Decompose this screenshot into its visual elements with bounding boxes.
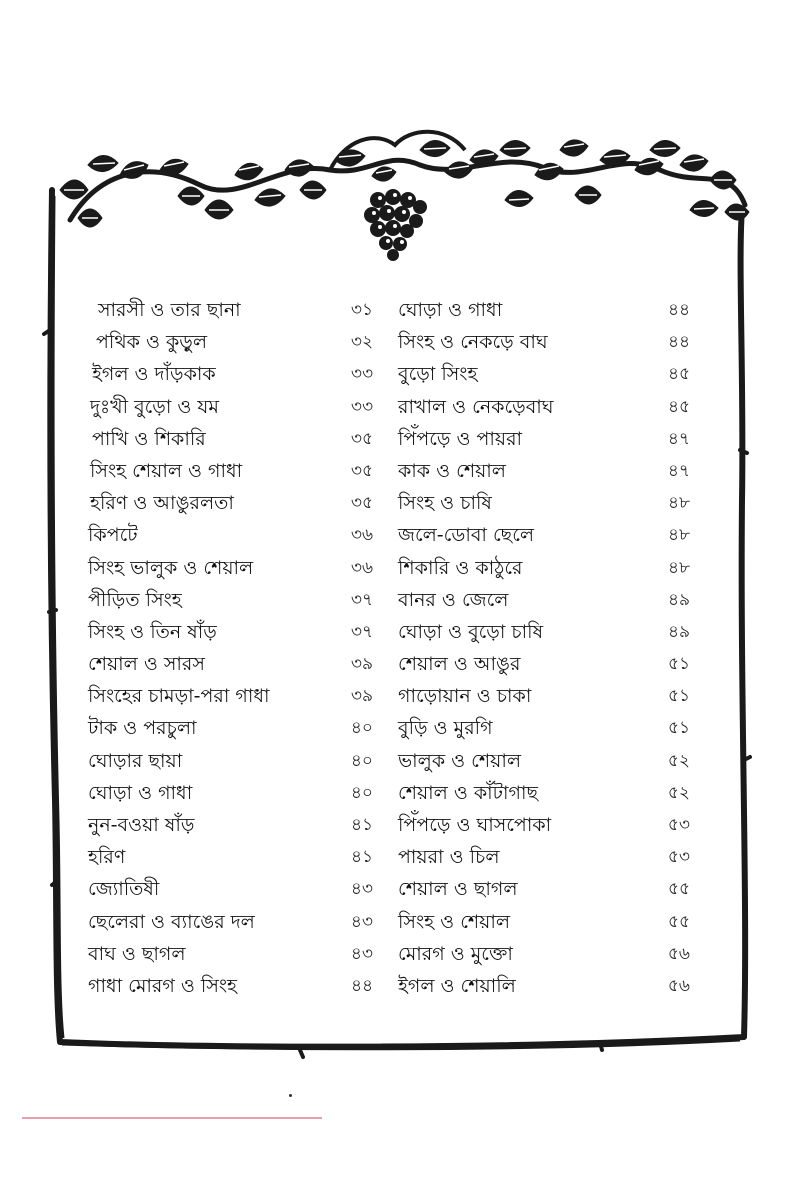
toc-row: [398, 391, 690, 423]
toc-row: [398, 745, 690, 777]
toc-title: বুড়ো সিংহ: [398, 363, 478, 386]
toc-page-number: ৫৩: [667, 815, 690, 835]
toc-row: [88, 648, 373, 680]
toc-title: সিংহ ও তিন ষাঁড়: [88, 620, 217, 643]
toc-title: হরিণ: [88, 846, 126, 869]
toc-page-number: ৩৭: [350, 589, 373, 610]
toc-title: সিংহ ও শেয়াল: [398, 910, 511, 933]
toc-row: [398, 423, 690, 455]
toc-page-number: ৩৫: [350, 493, 373, 514]
toc-row: [398, 584, 690, 616]
toc-page-number: ৫১: [667, 718, 690, 739]
toc-row: [398, 519, 690, 551]
toc-page-number: ৪০: [350, 718, 373, 739]
toc-title: পায়রা ও চিল: [398, 846, 500, 869]
toc-row: [398, 552, 690, 584]
toc-title: ঘোড়া ও গাধা: [398, 299, 503, 321]
print-speck: [289, 1094, 292, 1097]
toc-page-number: ৩৬: [350, 525, 373, 546]
toc-row: [398, 455, 690, 487]
toc-row: [88, 294, 373, 326]
toc-page-number: ৩৯: [350, 686, 373, 707]
toc-page-number: ৪৮: [667, 525, 690, 546]
toc-title: পথিক ও কুড়ুল: [96, 331, 208, 354]
toc-row: [88, 841, 373, 873]
toc-page-number: ৪৪: [667, 300, 690, 320]
toc-title: বানর ও জেলে: [398, 588, 509, 611]
toc-row: [398, 648, 690, 680]
toc-row: [398, 680, 690, 712]
toc-title: ছেলেরা ও ব্যাঙের দল: [88, 910, 255, 933]
toc-row: [398, 326, 690, 358]
toc-page-number: ৪০: [350, 750, 373, 771]
toc-row: [88, 873, 373, 905]
toc-title: দুঃখী বুড়ো ও যম: [90, 395, 219, 418]
toc-page-number: ৫১: [667, 654, 690, 675]
toc-page-number: ৪৫: [667, 396, 690, 417]
toc-title: ঘোড়ার ছায়া: [88, 749, 183, 772]
toc-page-number: ৪৩: [350, 943, 373, 964]
toc-row: [88, 680, 373, 712]
toc-page-number: ৫৩: [667, 847, 690, 868]
toc-page-number: ৪৪: [667, 332, 690, 353]
toc-row: [398, 358, 690, 390]
toc-title: রাখাল ও নেকড়েবাঘ: [398, 395, 554, 418]
toc-title: ইগল ও দাঁড়কাক: [92, 363, 216, 386]
toc-row: [88, 616, 373, 648]
toc-page-number: ৩৫: [350, 460, 373, 481]
toc-row: [398, 616, 690, 648]
toc-page-number: ৩৬: [350, 557, 373, 578]
toc-page-number: ৪৭: [667, 428, 690, 449]
toc-row: [398, 841, 690, 873]
toc-row: [398, 906, 690, 938]
toc-row: [88, 519, 373, 551]
toc-title: শেয়াল ও ছাগল: [398, 878, 518, 901]
toc-title: বাঘ ও ছাগল: [88, 942, 186, 965]
toc-row: [88, 712, 373, 744]
toc-page-number: ৪৮: [667, 493, 690, 514]
toc-title: পিঁপড়ে ও পায়রা: [398, 427, 523, 450]
toc-row: [88, 584, 373, 616]
toc-title: সারসী ও তার ছানা: [98, 299, 241, 321]
toc-title: কিপটে: [88, 524, 138, 547]
toc-title: নুন-বওয়া ষাঁড়: [88, 814, 195, 836]
toc-title: গাধা মোরগ ও সিংহ: [88, 974, 238, 997]
toc-row: [398, 873, 690, 905]
toc-row: [88, 745, 373, 777]
toc-row: [88, 487, 373, 519]
toc-title: ঘোড়া ও গাধা: [88, 781, 193, 804]
toc-title: শেয়াল ও কাঁটাগাছ: [398, 781, 539, 804]
toc-title: শিকারি ও কাঠুরে: [398, 556, 523, 579]
toc-page-number: ৫১: [667, 686, 690, 707]
toc-page-number: ৪৫: [667, 364, 690, 385]
toc-title: জ্যোতিষী: [88, 878, 160, 901]
toc-title: ভালুক ও শেয়াল: [398, 749, 521, 772]
toc-title: পাখি ও শিকারি: [92, 427, 206, 450]
toc-page-number: ৫৫: [667, 911, 690, 932]
toc-row: [398, 777, 690, 809]
toc-row: [398, 712, 690, 744]
toc-page-number: ৩৩: [350, 396, 373, 417]
toc-page-number: ৪৭: [667, 460, 690, 481]
bottom-rule-line: [22, 1117, 322, 1119]
toc-title: জলে-ডোবা ছেলে: [398, 524, 534, 547]
toc-title: পীড়িত সিংহ: [88, 588, 182, 611]
toc-page-number: ৫২: [667, 750, 690, 771]
toc-page-number: ৪১: [350, 815, 373, 835]
toc-title: গাড়োয়ান ও চাকা: [398, 685, 532, 708]
toc-page-number: ৪১: [350, 847, 373, 868]
toc-page-number: ৫৬: [667, 975, 690, 996]
toc-column-right: [398, 294, 690, 1002]
toc-title: ইগল ও শেয়ালি: [398, 974, 516, 997]
toc-title: শেয়াল ও আঙুর: [398, 653, 521, 676]
toc-row: [88, 906, 373, 938]
toc-title: হরিণ ও আঙুরলতা: [90, 492, 234, 515]
toc-row: [398, 938, 690, 970]
toc-title: পিঁপড়ে ও ঘাসপোকা: [398, 814, 552, 836]
toc-title: টাক ও পরচুলা: [88, 717, 197, 740]
toc-title: কাক ও শেয়াল: [398, 459, 506, 482]
toc-row: [88, 455, 373, 487]
toc-title: ঘোড়া ও বুড়ো চাষি: [398, 620, 544, 643]
toc-title: সিংহের চামড়া-পরা গাধা: [88, 685, 270, 708]
toc-row: [398, 809, 690, 841]
toc-page-number: ৪৩: [350, 879, 373, 900]
toc-page-number: ৫৫: [667, 879, 690, 900]
toc-row: [88, 970, 373, 1002]
toc-title: সিংহ শেয়াল ও গাধা: [90, 459, 243, 482]
toc-row: [398, 970, 690, 1002]
toc-row: [88, 423, 373, 455]
toc-row: [88, 809, 373, 841]
toc-page-number: ৪৪: [350, 975, 373, 996]
toc-title: মোরগ ও মুক্তো: [398, 942, 513, 965]
toc-row: [398, 487, 690, 519]
toc-page-number: ৫৬: [667, 943, 690, 964]
toc-row: [88, 391, 373, 423]
toc-page-number: ৩১: [350, 300, 373, 320]
toc-title: শেয়াল ও সারস: [88, 653, 205, 676]
toc-title: সিংহ ভালুক ও শেয়াল: [88, 556, 254, 579]
toc-row: [398, 294, 690, 326]
toc-page-number: ৩৯: [350, 654, 373, 675]
toc-title: বুড়ি ও মুরগি: [398, 717, 493, 740]
toc-row: [88, 326, 373, 358]
toc-title: সিংহ ও নেকড়ে বাঘ: [398, 331, 548, 354]
toc-page-number: ৩৫: [350, 428, 373, 449]
toc-column-left: [88, 294, 373, 1002]
toc-title: সিংহ ও চাষি: [398, 492, 492, 515]
toc-page-number: ৫২: [667, 782, 690, 803]
toc-row: [88, 552, 373, 584]
toc-row: [88, 358, 373, 390]
toc-page-number: ৩৩: [350, 364, 373, 385]
toc-row: [88, 777, 373, 809]
toc-row: [88, 938, 373, 970]
toc-page-number: ৪৯: [667, 621, 690, 642]
toc-page-number: ৪৯: [667, 589, 690, 610]
toc-page-number: ৪৮: [667, 557, 690, 578]
toc-page-number: ৪০: [350, 782, 373, 803]
toc-page-number: ৪৩: [350, 911, 373, 932]
toc-page-number: ৩৭: [350, 621, 373, 642]
toc-page-number: ৩২: [350, 332, 373, 353]
